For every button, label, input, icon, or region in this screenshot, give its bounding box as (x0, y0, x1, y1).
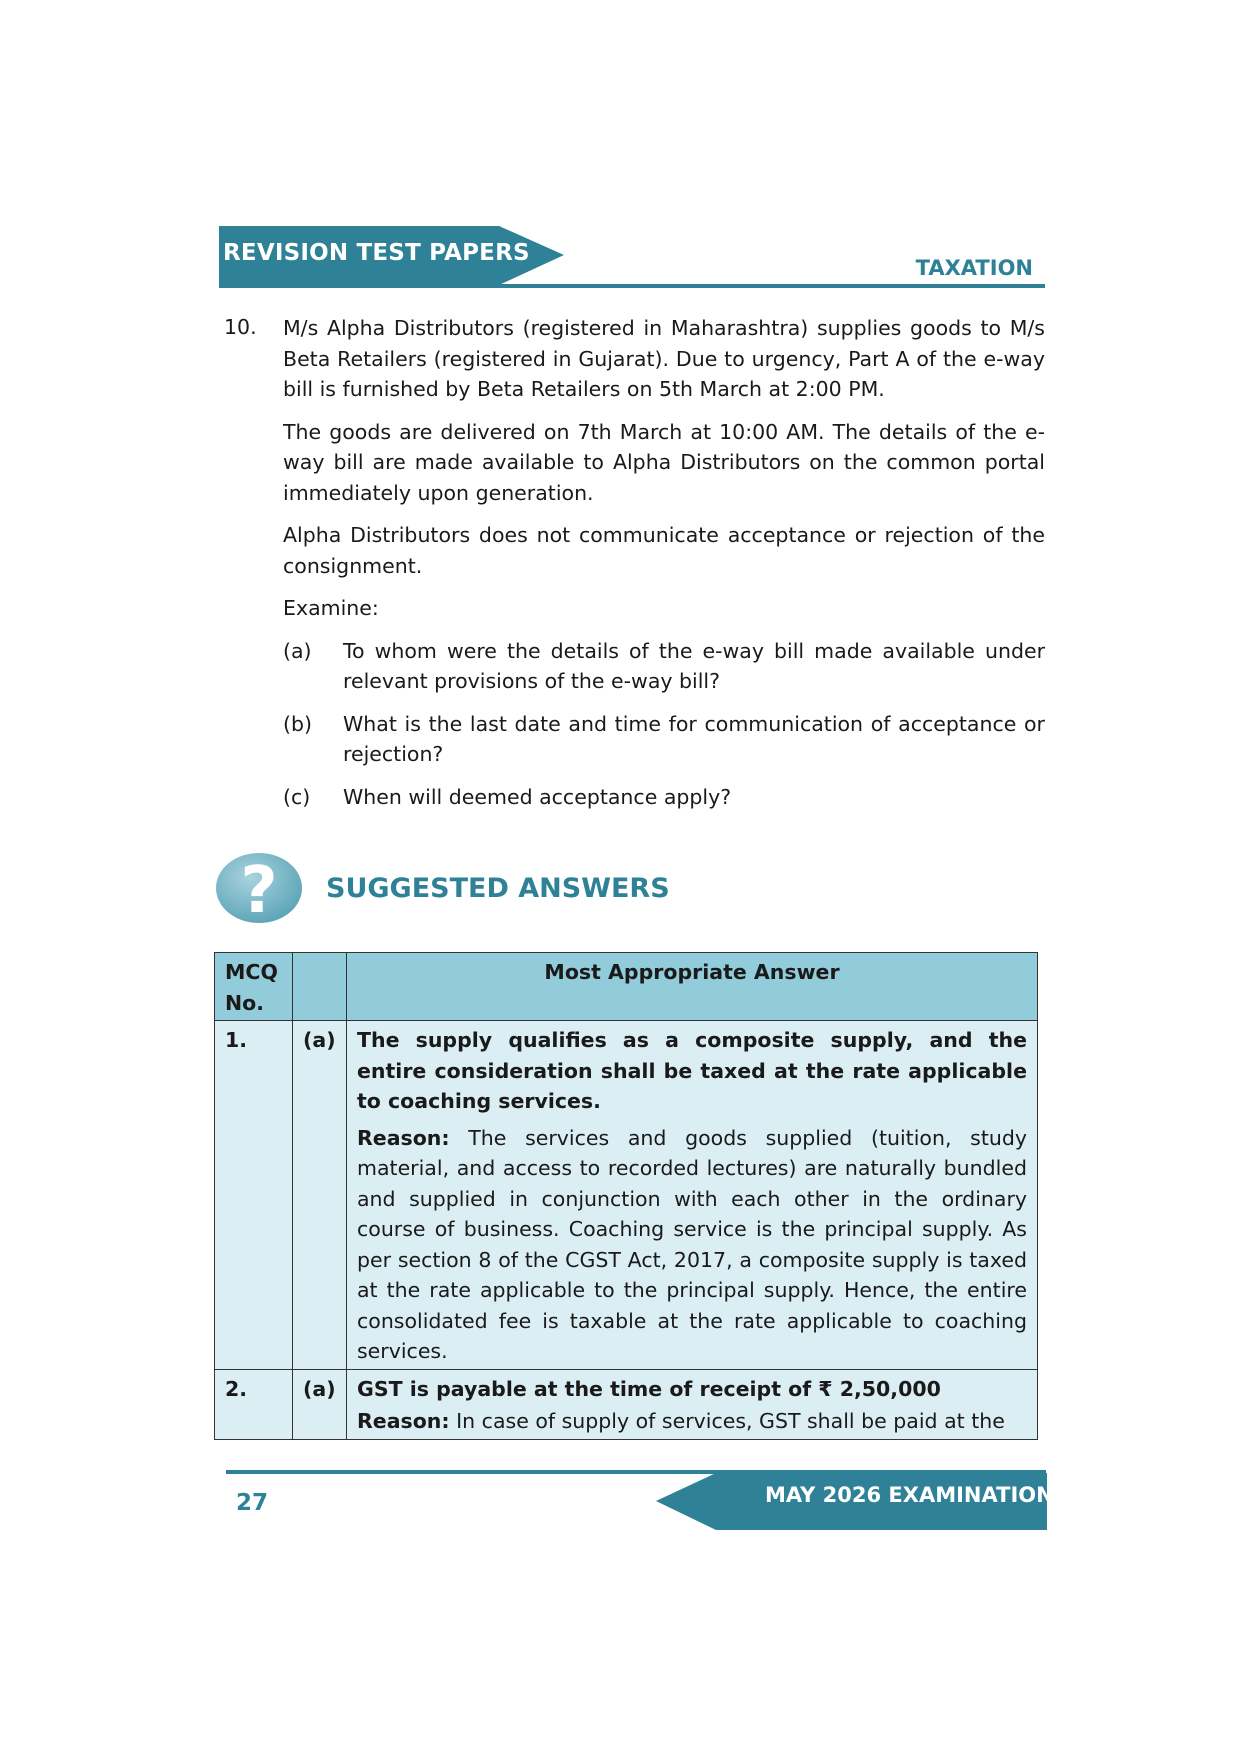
answer-cell (347, 1021, 1038, 1370)
table-row (215, 1021, 1038, 1370)
mcq-number: 2. (215, 1369, 293, 1439)
page-number: 27 (236, 1490, 269, 1516)
column-header-answer: Most Appropriate Answer (347, 953, 1038, 1021)
answer-reason (357, 1123, 1027, 1367)
question-paragraph: M/s Alpha Distributors (registered in Maharashtra) supplies goods to M/s Beta Retailers (registered in Gujarat). Due to urgency, Part A of the e-way bill is furnished by Beta Retailers on 5th March at 2:00 PM. (283, 316, 1045, 401)
header-divider (219, 284, 1045, 288)
question-number: 10. (224, 315, 257, 339)
question-paragraph: The goods are delivered on 7th March at 10:00 AM. The details of the e-way bill are made available to Alpha Distributors on the common portal immediately upon generation. (283, 419, 1045, 505)
subquestion-label: (a) (283, 638, 312, 663)
subquestion-b (283, 709, 1045, 770)
header-subject: TAXATION (915, 256, 1033, 280)
question-body (283, 313, 1045, 824)
reason-label: Reason: (357, 1125, 450, 1150)
reason-text: In case of supply of services, GST shall be paid at the (449, 1409, 1005, 1433)
subquestion-label: (c) (283, 784, 311, 809)
footer-exam-label: MAY 2026 EXAMINATION (765, 1483, 1054, 1507)
subquestion-text: What is the last date and time for communication of acceptance or rejection? (343, 711, 1045, 766)
header-title: REVISION TEST PAPERS (223, 240, 530, 266)
subquestion-text: When will deemed acceptance apply? (343, 784, 732, 809)
column-header-option (293, 953, 347, 1021)
answer-statement: The supply qualifies as a composite supply, and the entire consideration shall be taxed at the rate applicable to coaching services. (357, 1028, 1027, 1113)
answer-cell (347, 1369, 1038, 1439)
reason-label: Reason: (357, 1409, 450, 1433)
question-mark-icon (215, 852, 303, 924)
svg-text:?: ? (240, 854, 278, 924)
subquestion-c (283, 782, 1045, 813)
column-header-mcq: MCQ No. (215, 953, 293, 1021)
suggested-answers-title: SUGGESTED ANSWERS (326, 873, 670, 904)
reason-text: The services and goods supplied (tuition, study material, and access to recorded lectures) are naturally bundled and supplied in conjunction with each other in the ordinary course of business. Coaching service is the principal supply. As per section 8 of the CGST Act, 2017, a composite supply is taxed at the rate applicable to the principal supply. Hence, the entire consolidated fee is taxable at the rate applicable to coaching services. (357, 1125, 1027, 1363)
question-paragraph: Examine: (283, 596, 379, 620)
subquestion-a (283, 636, 1045, 697)
answers-table (214, 952, 1038, 1440)
mcq-number: 1. (215, 1021, 293, 1370)
answer-statement: GST is payable at the time of receipt of ₹ 2,50,000 (357, 1376, 941, 1401)
subquestion-label: (b) (283, 711, 313, 736)
answer-reason (357, 1406, 1027, 1437)
table-row (215, 1369, 1038, 1439)
table-header-row (215, 953, 1038, 1021)
answer-option: (a) (293, 1369, 347, 1439)
question-paragraph: Alpha Distributors does not communicate acceptance or rejection of the consignment. (283, 523, 1045, 578)
answer-option: (a) (293, 1021, 347, 1370)
subquestion-text: To whom were the details of the e-way bill made available under relevant provisions of the e-way bill? (343, 638, 1045, 693)
